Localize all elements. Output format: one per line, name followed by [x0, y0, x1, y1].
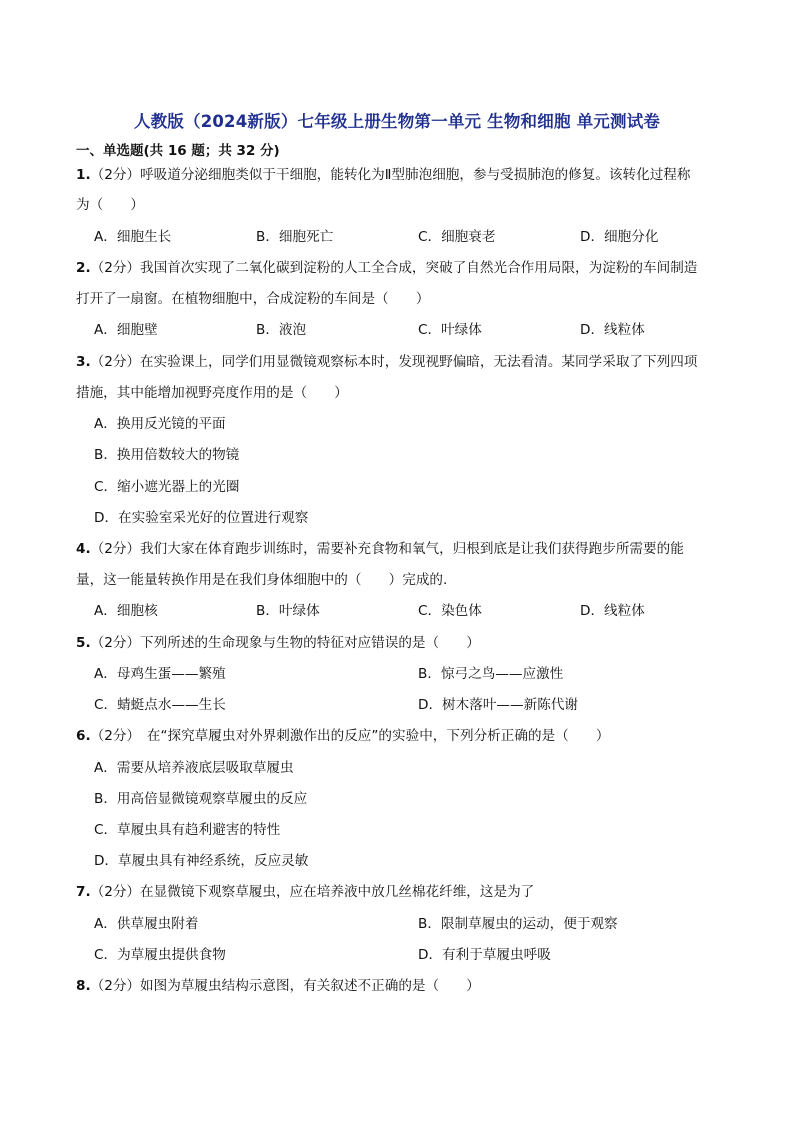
question-text: （2分）如图为草履虫结构示意图，有关叙述不正确的是（ ） [90, 978, 480, 994]
option-b: B．液泡 [256, 322, 307, 338]
question-text: （2分）在实验课上，同学们用显微镜观察标本时，发现视野偏暗，无法看清。某同学采取了下列四项 [90, 354, 698, 370]
question-6-line-1 [76, 727, 610, 745]
option-b: B．用高倍显微镜观察草履虫的反应 [94, 791, 308, 807]
option-b: B．叶绿体 [256, 603, 320, 619]
question-text: （2分）我国首次实现了二氧化碳到淀粉的人工全合成，突破了自然光合作用局限，为淀粉的车间制造 [90, 260, 698, 276]
question-4-line-2: 量，这一能量转换作用是在我们身体细胞中的（ ）完成的. [76, 572, 448, 588]
option-d: D．树木落叶——新陈代谢 [418, 697, 578, 713]
option-b: B．换用倍数较大的物镜 [94, 447, 240, 463]
question-1-line-1 [76, 166, 691, 184]
option-d: D．细胞分化 [580, 229, 659, 245]
option-a: A．细胞核 [94, 603, 158, 619]
question-3-line-2: 措施，其中能增加视野亮度作用的是（ ） [76, 385, 348, 401]
exam-title: 人教版（2024新版）七年级上册生物第一单元 生物和细胞 单元测试卷 [133, 112, 661, 131]
question-2-line-2: 打开了一扇窗。在植物细胞中，合成淀粉的车间是（ ） [76, 291, 430, 307]
question-number: 3. [76, 354, 91, 370]
option-a: A．母鸡生蛋——繁殖 [94, 666, 226, 682]
question-text: （2分）在显微镜下观察草履虫，应在培养液中放几丝棉花纤维，这是为了 [90, 884, 535, 900]
question-number: 4. [76, 541, 91, 557]
question-text: （2分）下列所述的生命现象与生物的特征对应错误的是（ ） [90, 635, 480, 651]
option-d: D．有利于草履虫呼吸 [418, 947, 551, 963]
option-b: B．惊弓之鸟——应激性 [418, 666, 564, 682]
question-number: 5. [76, 635, 91, 651]
question-number: 8. [76, 978, 91, 994]
option-c: C．染色体 [418, 603, 482, 619]
question-number: 2. [76, 260, 91, 276]
question-8-line-1 [76, 977, 480, 995]
option-c: C．蜻蜓点水——生长 [94, 697, 226, 713]
question-1-line-2: 为（ ） [76, 197, 144, 213]
option-a: A．需要从培养液底层吸取草履虫 [94, 760, 294, 776]
question-number: 7. [76, 884, 91, 900]
question-3-line-1 [76, 353, 697, 371]
option-a: A．换用反光镜的平面 [94, 416, 226, 432]
question-4-line-1 [76, 540, 684, 558]
option-c: C．为草履虫提供食物 [94, 947, 226, 963]
option-c: C．缩小遮光器上的光圈 [94, 479, 240, 495]
question-5-line-1 [76, 634, 480, 652]
question-text: （2分）我们大家在体育跑步训练时，需要补充食物和氧气，归根到底是让我们获得跑步所需要的能 [90, 541, 684, 557]
option-a: A．细胞生长 [94, 229, 172, 245]
option-b: B．限制草履虫的运动，便于观察 [418, 916, 618, 932]
option-d: D．在实验室采光好的位置进行观察 [94, 510, 309, 526]
section-heading: 一、单选题(共 16 题；共 32 分) [76, 143, 280, 159]
option-a: A．细胞壁 [94, 322, 158, 338]
option-a: A．供草履虫附着 [94, 916, 199, 932]
option-b: B．细胞死亡 [256, 229, 334, 245]
option-d: D．线粒体 [580, 322, 645, 338]
question-text: （2分）呼吸道分泌细胞类似于干细胞，能转化为Ⅱ型肺泡细胞，参与受损肺泡的修复。该转化过程称 [90, 167, 691, 183]
option-c: C．细胞衰老 [418, 229, 496, 245]
question-number: 1. [76, 167, 91, 183]
option-c: C．叶绿体 [418, 322, 482, 338]
option-c: C．草履虫具有趋利避害的特性 [94, 822, 281, 838]
question-2-line-1 [76, 259, 697, 277]
question-text: （2分） 在“探究草履虫对外界刺激作出的反应”的实验中，下列分析正确的是（ ） [90, 728, 610, 744]
question-7-line-1 [76, 883, 534, 901]
question-number: 6. [76, 728, 91, 744]
option-d: D．线粒体 [580, 603, 645, 619]
option-d: D．草履虫具有神经系统，反应灵敏 [94, 853, 309, 869]
